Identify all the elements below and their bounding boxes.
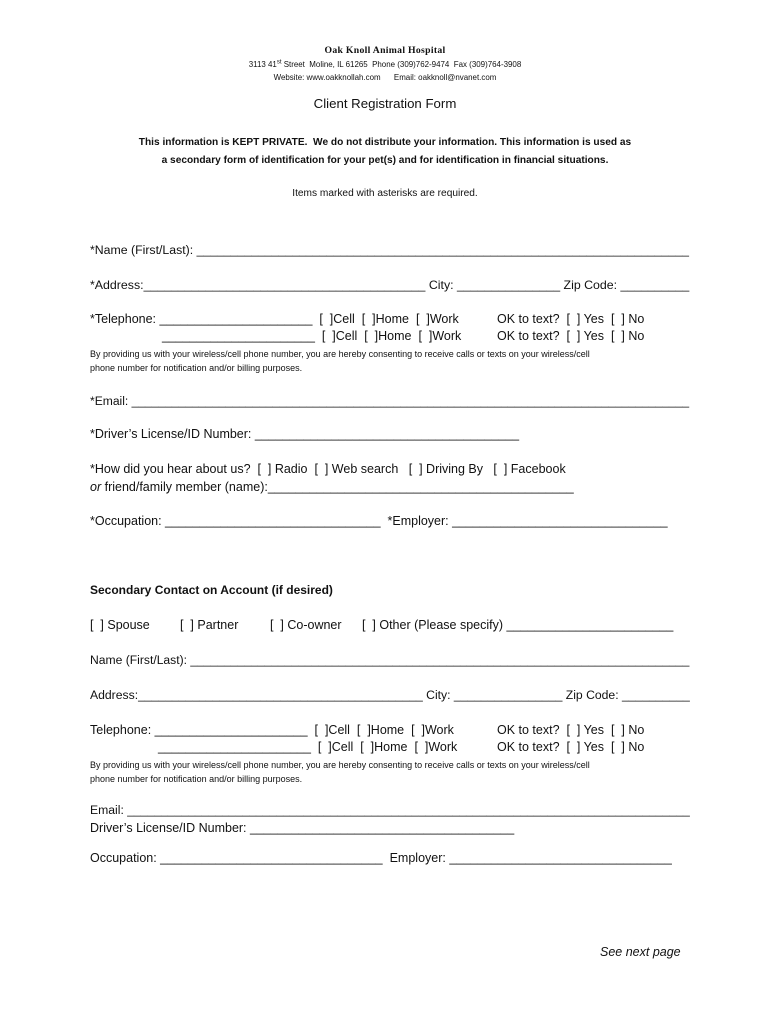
secondary-ok-to-text-2[interactable]: OK to text? [ ] Yes [ ] No [497, 740, 645, 754]
secondary-drivers-license-field[interactable]: Driver’s License/ID Number: ______________________________________ [90, 821, 515, 835]
privacy-notice-line-1: This information is KEPT PRIVATE. We do not distribute your information. This information is used as [138, 137, 632, 148]
address-field[interactable]: *Address:_________________________________________ City: _______________ Zip Code: __________ [90, 278, 690, 292]
secondary-telephone-field-1[interactable]: Telephone: ______________________ [ ]Cell [ ]Home [ ]Work [90, 723, 454, 737]
hospital-address: 3113 41st Street Moline, IL 61265 Phone (309)762-9474 Fax (309)764-3908 [248, 59, 522, 69]
ok-to-text-2[interactable]: OK to text? [ ] Yes [ ] No [497, 329, 645, 343]
secondary-consent-line-2: phone number for notification and/or billing purposes. [90, 774, 303, 784]
secondary-ok-to-text-1[interactable]: OK to text? [ ] Yes [ ] No [497, 723, 645, 737]
privacy-notice-line-2: a secondary form of identification for your pet(s) and for identification in financial situations. [161, 155, 609, 166]
occupation-employer-field[interactable]: *Occupation: _______________________________ *Employer: _______________________________ [90, 514, 668, 528]
consent-text-line-1: By providing us with your wireless/cell phone number, you are hereby consenting to receive calls or texts on your wireless/cell [90, 349, 590, 359]
relation-spouse-checkbox[interactable]: [ ] Spouse [90, 618, 150, 632]
relation-other-field[interactable]: [ ] Other (Please specify) ________________________ [362, 618, 674, 632]
telephone-field-2[interactable]: ______________________ [ ]Cell [ ]Home [ ]Work [162, 329, 462, 343]
name-field[interactable]: *Name (First/Last): ________________________________________________________________________ [90, 243, 689, 257]
relation-coowner-checkbox[interactable]: [ ] Co-owner [270, 618, 342, 632]
email-field[interactable]: *Email: ___________________________________________________________________________________ [90, 394, 690, 408]
ok-to-text-1[interactable]: OK to text? [ ] Yes [ ] No [497, 312, 645, 326]
hospital-contact: Website: www.oakknollah.com Email: oakknoll@nvanet.com [273, 73, 497, 82]
secondary-email-field[interactable]: Email: ___________________________________________________________________________________ [90, 803, 690, 817]
required-note: Items marked with asterisks are required. [292, 188, 478, 199]
drivers-license-field[interactable]: *Driver’s License/ID Number: ______________________________________ [90, 427, 520, 441]
secondary-contact-heading: Secondary Contact on Account (if desired) [90, 583, 333, 597]
see-next-page: See next page [600, 945, 681, 959]
secondary-occupation-employer-field[interactable]: Occupation: ________________________________ Employer: ________________________________ [90, 851, 672, 865]
consent-text-line-2: phone number for notification and/or billing purposes. [90, 363, 303, 373]
relation-partner-checkbox[interactable]: [ ] Partner [180, 618, 239, 632]
secondary-consent-line-1: By providing us with your wireless/cell phone number, you are hereby consenting to receive calls or texts on your wireless/cell [90, 760, 590, 770]
telephone-field-1[interactable]: *Telephone: ______________________ [ ]Cell [ ]Home [ ]Work [90, 312, 459, 326]
hospital-name: Oak Knoll Animal Hospital [324, 45, 446, 56]
referral-friend-field[interactable]: or friend/family member (name):____________________________________________ [90, 480, 574, 494]
secondary-name-field[interactable]: Name (First/Last): __________________________________________________________________________ [90, 653, 690, 667]
secondary-address-field[interactable]: Address:__________________________________________ City: ________________ Zip Code: __________ [90, 688, 690, 702]
form-title: Client Registration Form [313, 96, 457, 111]
secondary-telephone-field-2[interactable]: ______________________ [ ]Cell [ ]Home [ ]Work [158, 740, 458, 754]
referral-source-options[interactable]: *How did you hear about us? [ ] Radio [ ] Web search [ ] Driving By [ ] Facebook [90, 462, 566, 476]
